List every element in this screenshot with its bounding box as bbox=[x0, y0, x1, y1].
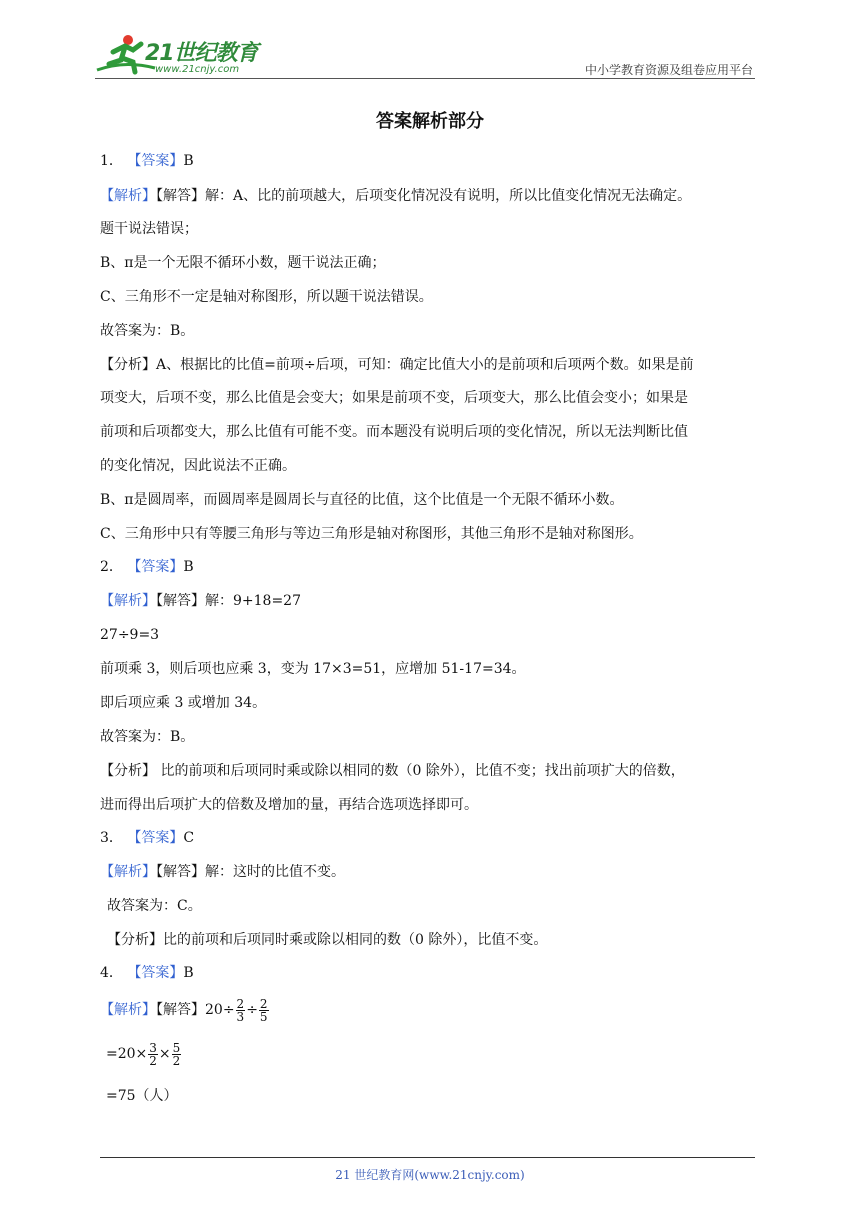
analysis-tag: 【解析】 bbox=[100, 188, 156, 204]
answer-tag: 【答案】 bbox=[127, 559, 184, 575]
logo-url: www.21cnjy.com bbox=[155, 64, 240, 75]
q2-analysis-line-1 bbox=[100, 762, 764, 780]
q1-solution-text-1: 解：A、比的前项越大，后项变化情况没有说明，所以比值变化情况无法确定。 bbox=[205, 188, 692, 204]
fraction-numerator: 2 bbox=[259, 996, 268, 1011]
reason-tag: 【分析】 bbox=[100, 763, 156, 779]
analysis-tag: 【解析】 bbox=[100, 864, 156, 880]
fraction-numerator: 3 bbox=[149, 1040, 157, 1055]
q1-solution-line-1 bbox=[100, 187, 764, 205]
solve-tag: 【解答】 bbox=[156, 593, 205, 609]
fraction-5-2 bbox=[172, 1042, 182, 1067]
q2-number: 2． bbox=[100, 559, 123, 575]
divide-sign: ÷ bbox=[246, 1002, 258, 1018]
header-divider bbox=[95, 78, 755, 79]
q3-answer-line bbox=[100, 829, 764, 847]
solve-tag: 【解答】 bbox=[156, 1002, 205, 1018]
page-header bbox=[95, 30, 755, 78]
q3-solution-text-1: 解：这时的比值不变。 bbox=[205, 864, 345, 880]
q3-answer: C bbox=[183, 830, 195, 846]
fraction-denominator: 2 bbox=[172, 1053, 181, 1068]
q3-analysis-text-1: 比的前项和后项同时乘或除以相同的数（0 除外），比值不变。 bbox=[163, 932, 548, 948]
fraction-3-2 bbox=[148, 1042, 158, 1067]
q1-solution-line-3: B、π是一个无限不循环小数，题干说法正确； bbox=[100, 255, 386, 271]
page-footer[interactable]: 21 世纪教育网(www.21cnjy.com) bbox=[335, 1168, 525, 1182]
answer-tag: 【答案】 bbox=[127, 965, 184, 981]
q2-answer-line bbox=[100, 558, 764, 576]
logo-text: 21世纪教育 bbox=[145, 41, 258, 66]
q1-analysis-line-3: 前项和后项都变大，那么比值有可能不变。而本题没有说明后项的变化情况，所以无法判断比值 bbox=[100, 424, 688, 440]
analysis-tag: 【解析】 bbox=[100, 1002, 156, 1018]
q2-solution-line-4: 即后项应乘 3 或增加 34。 bbox=[100, 695, 267, 711]
q1-solution-line-2: 题干说法错误； bbox=[100, 221, 198, 237]
q1-analysis-line-2: 项变大，后项不变，那么比值是会变大；如果是前项不变，后项变大，那么比值会变小；如果是 bbox=[100, 390, 688, 406]
q3-solution-line-1 bbox=[100, 863, 764, 881]
fraction-2-5 bbox=[259, 998, 269, 1023]
fraction-2-3 bbox=[236, 998, 246, 1023]
page-title: 答案解析部分 bbox=[376, 111, 484, 132]
fraction-numerator: 2 bbox=[236, 996, 245, 1011]
q3-number: 3． bbox=[100, 830, 123, 846]
analysis-tag: 【解析】 bbox=[100, 593, 156, 609]
fraction-numerator: 5 bbox=[172, 1040, 181, 1055]
answer-tag: 【答案】 bbox=[127, 830, 184, 846]
q1-analysis-line-5: B、π是圆周率，而圆周率是圆周长与直径的比值，这个比值是一个无限不循环小数。 bbox=[100, 492, 624, 508]
reason-tag: 【分析】 bbox=[107, 932, 163, 948]
q2-analysis-line-2: 进而得出后项扩大的倍数及增加的量，再结合选项选择即可。 bbox=[100, 797, 478, 813]
q4-solution-line-1 bbox=[100, 996, 764, 1024]
q2-solution-line-3: 前项乘 3，则后项也应乘 3，变为 17×3=51，应增加 51-17=34。 bbox=[100, 661, 526, 677]
q4-solution-line-2 bbox=[106, 1040, 770, 1068]
q4-result: =75（人） bbox=[106, 1088, 178, 1104]
q4-expr-2-prefix: =20× bbox=[106, 1046, 148, 1062]
q1-answer-line bbox=[100, 152, 764, 170]
solve-tag: 【解答】 bbox=[156, 864, 205, 880]
fraction-denominator: 3 bbox=[236, 1009, 245, 1024]
q2-solution-line-2: 27÷9=3 bbox=[100, 627, 160, 643]
fraction-denominator: 2 bbox=[149, 1053, 157, 1068]
q2-answer: B bbox=[183, 559, 194, 575]
reason-tag: 【分析】 bbox=[100, 357, 156, 373]
q2-solution-text-1: 解：9+18=27 bbox=[205, 593, 301, 609]
platform-name: 中小学教育资源及组卷应用平台 bbox=[584, 63, 753, 77]
q3-conclusion: 故答案为：C。 bbox=[107, 898, 202, 914]
q1-analysis-text-1: A、根据比的比值=前项÷后项，可知：确定比值大小的是前项和后项两个数。如果是前 bbox=[156, 357, 694, 373]
q3-analysis-line-1 bbox=[107, 931, 771, 949]
q1-analysis-line-4: 的变化情况，因此说法不正确。 bbox=[100, 458, 296, 474]
q4-answer-line bbox=[100, 964, 764, 982]
q4-answer: B bbox=[183, 965, 194, 981]
q4-number: 4． bbox=[100, 965, 123, 981]
q1-analysis-line-1 bbox=[100, 356, 764, 374]
answer-tag: 【答案】 bbox=[127, 153, 184, 169]
q1-analysis-line-6: C、三角形中只有等腰三角形与等边三角形是轴对称图形，其他三角形不是轴对称图形。 bbox=[100, 526, 643, 542]
q1-solution-line-4: C、三角形不一定是轴对称图形，所以题干说法错误。 bbox=[100, 289, 433, 305]
q4-expr-1-prefix: 20÷ bbox=[205, 1002, 235, 1018]
q1-number: 1． bbox=[100, 153, 123, 169]
footer-divider bbox=[100, 1157, 755, 1158]
q1-answer: B bbox=[183, 153, 194, 169]
q2-solution-line-1 bbox=[100, 592, 764, 610]
site-logo bbox=[95, 30, 265, 76]
multiply-sign: × bbox=[158, 1046, 171, 1062]
q2-analysis-text-1: 比的前项和后项同时乘或除以相同的数（0 除外），比值不变；找出前项扩大的倍数， bbox=[156, 763, 685, 779]
solve-tag: 【解答】 bbox=[156, 188, 205, 204]
q1-conclusion: 故答案为：B。 bbox=[100, 323, 195, 339]
fraction-denominator: 5 bbox=[259, 1009, 268, 1024]
q2-conclusion: 故答案为：B。 bbox=[100, 729, 195, 745]
